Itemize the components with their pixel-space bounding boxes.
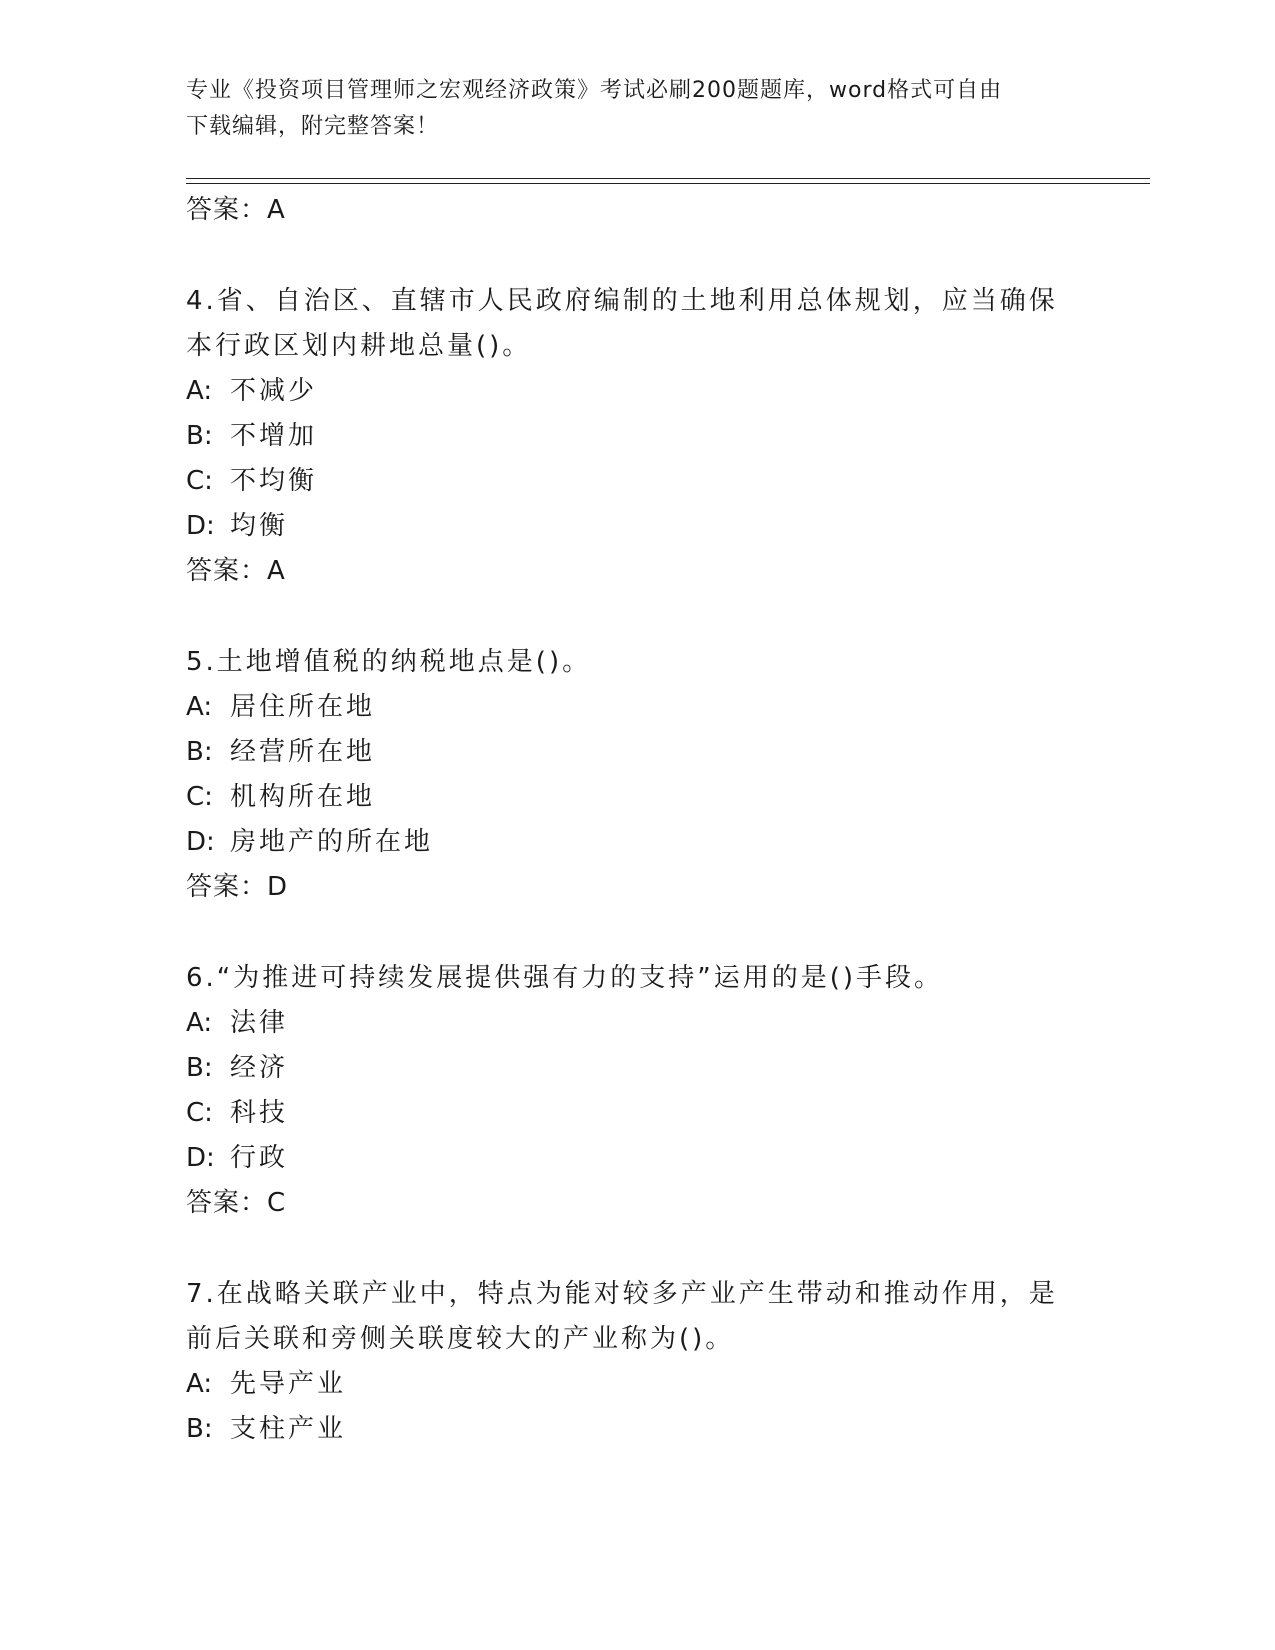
answer-label: 答案：D: [186, 872, 289, 902]
option-b: [186, 730, 1086, 775]
option-b: [186, 1407, 1086, 1452]
option-text: 法律: [230, 1008, 289, 1038]
answer-label: 答案：A: [186, 195, 286, 225]
question-text-line: 6.“为推进可持续发展提供强有力的支持”运用的是()手段。: [186, 963, 944, 993]
option-a: [186, 1001, 1086, 1046]
option-letter: B:: [186, 1414, 213, 1444]
option-text: 行政: [230, 1143, 289, 1173]
option-d: [186, 1136, 1086, 1181]
option-text: 机构所在地: [230, 782, 376, 812]
option-a: [186, 685, 1086, 730]
option-c: [186, 1091, 1086, 1136]
option-letter: A:: [186, 692, 213, 722]
option-letter: B:: [186, 421, 213, 451]
option-letter: A:: [186, 1008, 213, 1038]
question-text-line: 5.土地增值税的纳税地点是()。: [186, 647, 592, 677]
option-text: 房地产的所在地: [230, 827, 434, 857]
header-divider-bottom: [186, 183, 1150, 184]
header-divider-top: [186, 178, 1150, 179]
question-text-line: 本行政区划内耕地总量()。: [186, 331, 532, 361]
option-text: 不均衡: [230, 466, 318, 496]
document-header: [186, 73, 1086, 145]
question-list: [186, 188, 1086, 1452]
option-c: [186, 775, 1086, 820]
option-letter: D:: [186, 511, 215, 541]
question-text-line: 前后关联和旁侧关联度较大的产业称为()。: [186, 1324, 735, 1354]
option-text: 居住所在地: [230, 692, 376, 722]
question-text: [186, 956, 1086, 1001]
question-text-line: 4.省、自治区、直辖市人民政府编制的土地利用总体规划，应当确保: [186, 286, 1058, 316]
option-d: [186, 820, 1086, 865]
option-text: 均衡: [230, 511, 289, 541]
option-letter: B:: [186, 737, 213, 767]
question-text: [186, 279, 1086, 369]
question-text: [186, 1272, 1086, 1362]
question-text-line: 7.在战略关联产业中，特点为能对较多产业产生带动和推动作用，是: [186, 1279, 1058, 1309]
option-text: 先导产业: [230, 1369, 347, 1399]
answer-label: 答案：C: [186, 1188, 287, 1218]
question-item: [186, 279, 1086, 594]
question-item: [186, 640, 1086, 910]
option-b: [186, 1046, 1086, 1091]
question-item: [186, 956, 1086, 1226]
option-text: 不增加: [230, 421, 318, 451]
option-b: [186, 414, 1086, 459]
option-text: 经营所在地: [230, 737, 376, 767]
option-a: [186, 1362, 1086, 1407]
option-letter: A:: [186, 1369, 213, 1399]
option-letter: A:: [186, 376, 213, 406]
option-text: 科技: [230, 1098, 289, 1128]
option-d: [186, 504, 1086, 549]
option-letter: C:: [186, 466, 213, 496]
option-a: [186, 369, 1086, 414]
answer-label: 答案：A: [186, 556, 286, 586]
question-item: [186, 1272, 1086, 1452]
option-text: 不减少: [230, 376, 318, 406]
option-letter: D:: [186, 1143, 215, 1173]
option-text: 支柱产业: [230, 1414, 347, 1444]
option-letter: C:: [186, 782, 213, 812]
option-letter: D:: [186, 827, 215, 857]
option-letter: B:: [186, 1053, 213, 1083]
option-c: [186, 459, 1086, 504]
option-text: 经济: [230, 1053, 289, 1083]
header-line-2: 下载编辑，附完整答案！: [186, 114, 440, 139]
question-text: [186, 640, 1086, 685]
option-letter: C:: [186, 1098, 213, 1128]
header-line-1: 专业《投资项目管理师之宏观经济政策》考试必刷200题题库，word格式可自由: [186, 78, 1003, 103]
